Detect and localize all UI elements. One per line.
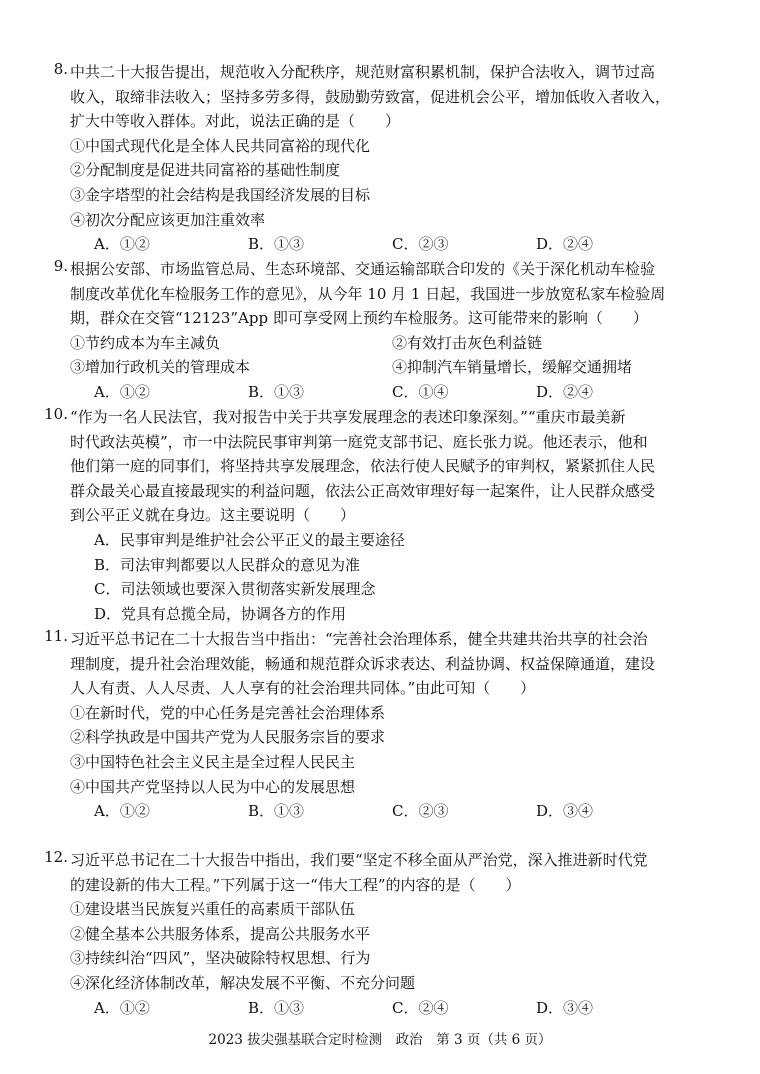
stem-line: 到公平正义就在身边。这主要说明（ ） (70, 506, 356, 525)
stem-line: 根据公安部、市场监管总局、生态环境部、交通运输部联合印发的《关于深化机动车检验 (70, 260, 656, 278)
option-c: C．②③ (392, 802, 449, 821)
options-row (70, 996, 710, 1021)
statement: ①节约成本为车主减负 (70, 333, 221, 352)
question-stem (70, 848, 710, 1020)
option-a: A．①② (94, 802, 150, 821)
option-c: C．司法领域也要深入贯彻落实新发展理念 (94, 580, 376, 599)
option-d: D．③④ (536, 802, 594, 821)
question-number: 9. (53, 257, 68, 275)
question-number: 8. (53, 60, 68, 78)
statement: ③持续纠治“四风”，坚决破除特权思想、行为 (70, 949, 371, 968)
statement: ③中国特色社会主义民主是全过程人民民主 (70, 752, 356, 771)
statement: ③金字塔型的社会结构是我国经济发展的目标 (70, 185, 371, 204)
statement-pair (70, 331, 710, 356)
option-d: D．②④ (536, 235, 594, 254)
statement: ①在新时代，党的中心任务是完善社会治理体系 (70, 703, 386, 722)
option-a: A．①② (94, 998, 150, 1017)
option-b: B．①③ (248, 382, 305, 401)
option-b: B．①③ (248, 802, 305, 821)
statement: ①中国式现代化是全体人民共同富裕的现代化 (70, 136, 371, 155)
question-number: 11. (44, 627, 68, 645)
options-row (70, 232, 710, 257)
statement: ②分配制度是促进共同富裕的基础性制度 (70, 161, 341, 180)
statement: ②健全基本公共服务体系，提高公共服务水平 (70, 924, 371, 943)
option-c: C．①④ (392, 382, 449, 401)
option-b: B．①③ (248, 998, 305, 1017)
option-d: D．党具有总揽全局，协调各方的作用 (94, 604, 347, 623)
stem-line: “作为一名人民法官，我对报告中关于共享发展理念的表述印象深刻。”“重庆市最美新 (70, 408, 626, 426)
option-b: B．司法审判都要以人民群众的意见为准 (94, 555, 361, 574)
statement: ②科学执政是中国共产党为人民服务宗旨的要求 (70, 728, 386, 747)
stem-line: 理制度，提升社会治理效能，畅通和规范群众诉求表达、利益协调、权益保障通道，建设 (70, 654, 656, 673)
question-stem (70, 257, 710, 405)
stem-line: 习近平总书记在二十大报告当中指出：“完善社会治理体系，健全共建共治共享的社会治 (70, 630, 648, 648)
statement: ④中国共产党坚持以人民为中心的发展思想 (70, 777, 356, 796)
stem-line: 期，群众在交管“12123”App 即可享受网上预约车检服务。这可能带来的影响（ ） (70, 309, 648, 328)
option-b: B．①③ (248, 235, 305, 254)
option-a: A．①② (94, 382, 150, 401)
options-row (70, 380, 710, 405)
option-d: D．②④ (536, 382, 594, 401)
stem-line: 人人有责、人人尽责、人人享有的社会治理共同体。”由此可知（ ） (70, 679, 536, 698)
stem-line: 习近平总书记在二十大报告中指出，我们要“坚定不移全面从严治党，深入推进新时代党 (70, 851, 648, 869)
statement-pair (70, 355, 710, 380)
stem-line: 时代政法英模”，市一中法院民事审判第一庭党支部书记、庭长张力说。他还表示，他和 (70, 432, 648, 451)
stem-line: 中共二十大报告提出，规范收入分配秩序，规范财富积累机制，保护合法收入，调节过高 (70, 63, 656, 81)
options-row (70, 799, 710, 824)
statement: ④深化经济体制改革，解决发展不平衡、不充分问题 (70, 973, 416, 992)
stem-line: 他们第一庭的同事们，将坚持共享发展理念，依法行使人民赋予的审判权，紧紧抓住人民 (70, 457, 656, 476)
statement: ②有效打击灰色利益链 (392, 333, 543, 352)
question-number: 10. (44, 405, 68, 423)
question-stem (70, 405, 710, 626)
option-c: C．②④ (392, 998, 449, 1017)
stem-line: 制度改革优化车检服务工作的意见》，从今年 10 月 1 日起，我国进一步放宽私家车检验周 (70, 284, 666, 303)
stem-line: 群众最关心最直接最现实的利益问题，依法公正高效审理好每一起案件，让人民群众感受 (70, 481, 656, 500)
page-footer: 2023 拔尖强基联合定时检测 政治 第 3 页（共 6 页） (208, 1032, 552, 1048)
statement: ④抑制汽车销量增长，缓解交通拥堵 (392, 358, 633, 377)
question-stem (70, 627, 710, 824)
statement: ①建设堪当民族复兴重任的高素质干部队伍 (70, 900, 356, 919)
option-a: A．民事审判是维护社会公平正义的最主要途径 (94, 530, 405, 549)
option-d: D．③④ (536, 998, 594, 1017)
question-number: 12. (44, 848, 68, 866)
question-stem (70, 60, 710, 257)
statement: ③增加行政机关的管理成本 (70, 358, 251, 377)
statement: ④初次分配应该更加注重效率 (70, 210, 266, 229)
option-c: C．②③ (392, 235, 449, 254)
stem-line: 收入，取缔非法收入；坚持多劳多得，鼓励勤劳致富，促进机会公平，增加低收入者收入， (70, 87, 671, 106)
option-a: A．①② (94, 235, 150, 254)
stem-line: 扩大中等收入群体。对此，说法正确的是（ ） (70, 112, 401, 131)
stem-line: 的建设新的伟大工程。”下列属于这一“伟大工程”的内容的是（ ） (70, 875, 521, 894)
